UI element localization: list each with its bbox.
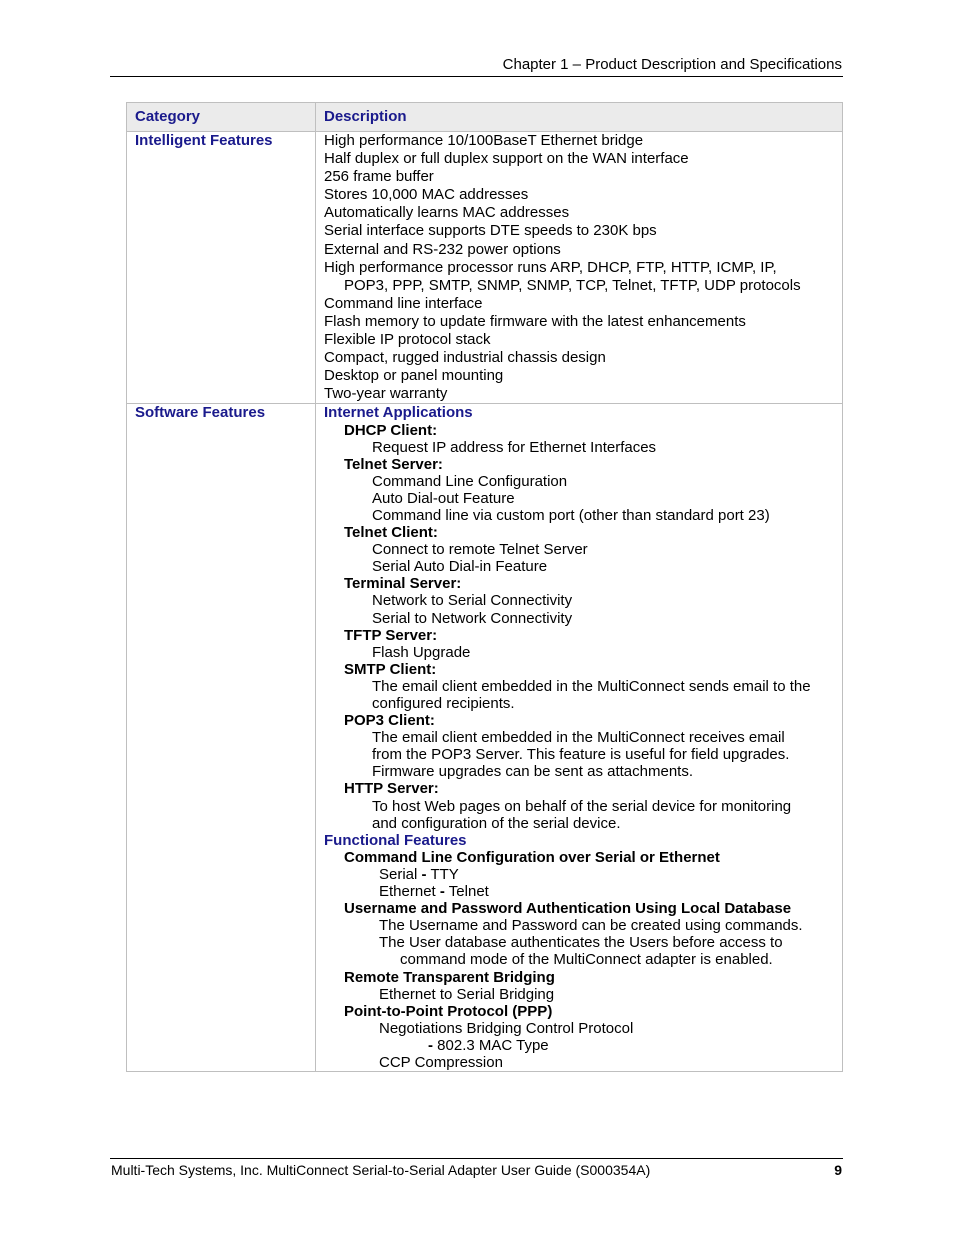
- page-number: 9: [834, 1162, 842, 1178]
- feature-detail: Serial Auto Dial-in Feature: [372, 558, 548, 576]
- list-item: Serial interface supports DTE speeds to 230K bps: [324, 222, 657, 240]
- table-row: [127, 404, 843, 1072]
- feature-heading: TFTP Server:: [344, 626, 438, 644]
- feature-detail: Flash Upgrade: [372, 643, 471, 661]
- list-item: Desktop or panel mounting: [324, 367, 504, 385]
- feature-detail-value: Telnet: [448, 883, 489, 901]
- feature-heading: Telnet Server:: [344, 455, 443, 473]
- table-row: [127, 132, 843, 404]
- category-cell: [127, 404, 316, 1072]
- feature-detail-continuation: command mode of the MultiConnect adapter is enabled.: [400, 951, 773, 969]
- feature-heading: Username and Password Authentication Using Local Database: [344, 900, 792, 918]
- list-item: High performance 10/100BaseT Ethernet bridge: [324, 132, 644, 149]
- category-software-features: Software Features: [135, 404, 266, 422]
- feature-detail: configured recipients.: [372, 695, 515, 712]
- list-item-continuation: POP3, PPP, SMTP, SNMP, SNMP, TCP, Telnet, TFTP, UDP protocols: [344, 276, 801, 294]
- feature-heading: Telnet Client:: [344, 524, 438, 542]
- feature-heading: Remote Transparent Bridging: [344, 968, 555, 986]
- feature-detail: Ethernet to Serial Bridging: [379, 985, 555, 1003]
- feature-detail: and configuration of the serial device.: [372, 814, 621, 832]
- feature-detail: The email client embedded in the MultiConnect receives email: [372, 729, 785, 747]
- feature-heading: DHCP Client:: [344, 421, 438, 439]
- column-header-category: Category: [127, 103, 316, 132]
- running-footer: Multi-Tech Systems, Inc. MultiConnect Serial-to-Serial Adapter User Guide (S000354A): [111, 1162, 651, 1178]
- list-item: High performance processor runs ARP, DHCP, FTP, HTTP, ICMP, IP,: [324, 258, 777, 276]
- feature-heading: HTTP Server:: [344, 780, 439, 798]
- feature-heading: Terminal Server:: [344, 575, 462, 593]
- dash-separator: -: [421, 865, 427, 883]
- list-item: Flexible IP protocol stack: [324, 331, 491, 349]
- feature-detail-value: TTY: [430, 865, 459, 883]
- list-item: Command line interface: [324, 294, 483, 312]
- features-table: [126, 102, 843, 1072]
- feature-detail-term: Ethernet: [379, 883, 436, 901]
- running-header: Chapter 1 – Product Description and Specifications: [502, 56, 842, 73]
- feature-subdetail-value: 802.3 MAC Type: [437, 1036, 549, 1054]
- feature-heading: SMTP Client:: [344, 660, 437, 678]
- feature-detail-term: Serial: [379, 865, 418, 883]
- feature-detail: The Username and Password can be created using commands.: [379, 917, 803, 935]
- feature-detail: from the POP3 Server. This feature is useful for field upgrades.: [372, 746, 790, 764]
- feature-detail: [324, 866, 834, 883]
- column-header-description: Description: [316, 103, 843, 132]
- description-cell: [316, 404, 843, 1072]
- list-item: Two-year warranty: [324, 385, 448, 403]
- feature-detail: Network to Serial Connectivity: [372, 592, 573, 610]
- list-item: External and RS-232 power options: [324, 240, 561, 258]
- feature-detail: The User database authenticates the Users before access to: [379, 934, 783, 952]
- list-item: 256 frame buffer: [324, 168, 434, 186]
- header-divider: [110, 76, 843, 77]
- footer-divider: [110, 1158, 843, 1159]
- dash-separator: -: [439, 883, 445, 901]
- feature-heading: POP3 Client:: [344, 712, 435, 730]
- section-heading-internet-applications: Internet Applications: [324, 404, 473, 422]
- list-item: Stores 10,000 MAC addresses: [324, 186, 529, 204]
- feature-detail: Command line via custom port (other than standard port 23): [372, 506, 770, 524]
- feature-detail: The email client embedded in the MultiConnect sends email to the: [372, 677, 811, 695]
- description-cell: [316, 132, 843, 404]
- feature-detail: Connect to remote Telnet Server: [372, 541, 588, 559]
- feature-detail: Auto Dial-out Feature: [372, 489, 515, 507]
- feature-detail: Request IP address for Ethernet Interfaces: [372, 438, 657, 456]
- section-heading-functional-features: Functional Features: [324, 831, 467, 849]
- feature-heading: Point-to-Point Protocol (PPP): [344, 1002, 553, 1020]
- category-intelligent-features: Intelligent Features: [135, 132, 273, 149]
- table-header-row: [127, 103, 843, 132]
- dash-separator: -: [428, 1036, 433, 1054]
- feature-detail: Command Line Configuration: [372, 472, 568, 490]
- list-item: Compact, rugged industrial chassis design: [324, 349, 606, 367]
- feature-detail: To host Web pages on behalf of the serial device for monitoring: [372, 797, 792, 815]
- category-cell: [127, 132, 316, 404]
- feature-detail: Serial to Network Connectivity: [372, 609, 573, 627]
- list-item: Flash memory to update firmware with the latest enhancements: [324, 312, 746, 330]
- feature-detail: Negotiations Bridging Control Protocol: [379, 1019, 634, 1037]
- list-item: Half duplex or full duplex support on the WAN interface: [324, 150, 689, 168]
- feature-detail: Firmware upgrades can be sent as attachments.: [372, 763, 693, 781]
- feature-detail: [324, 883, 834, 900]
- list-item: Automatically learns MAC addresses: [324, 204, 570, 222]
- feature-subdetail: [324, 1037, 834, 1054]
- feature-heading: Command Line Configuration over Serial or Ethernet: [344, 848, 720, 866]
- feature-detail: CCP Compression: [379, 1053, 503, 1071]
